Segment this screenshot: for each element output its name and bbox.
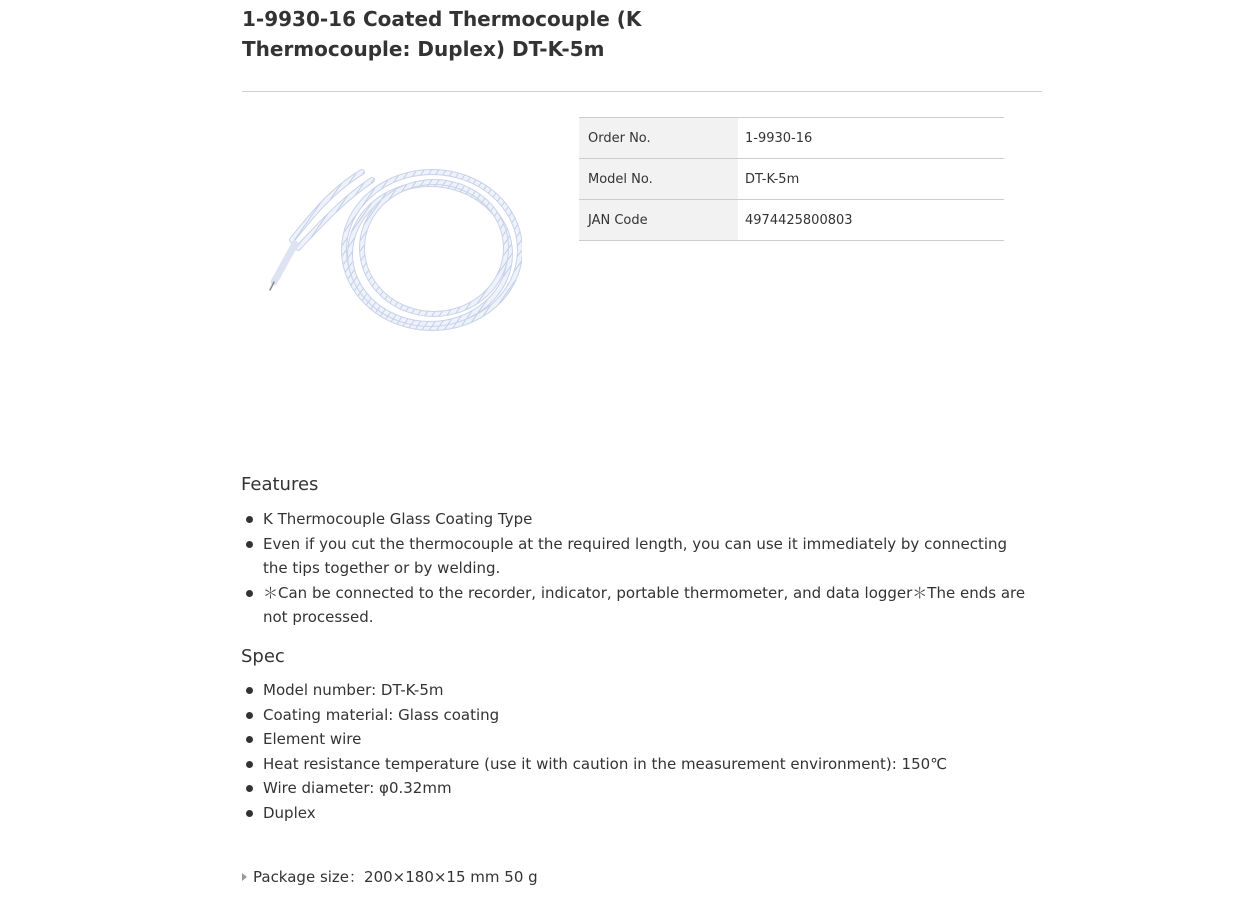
list-item	[242, 727, 1032, 752]
list-item-text: K Thermocouple Glass Coating Type	[263, 510, 533, 528]
bullet-icon	[246, 761, 253, 768]
spec-value: 1-9930-16	[738, 118, 1004, 159]
spec-label: JAN Code	[579, 200, 738, 241]
list-item	[242, 532, 1032, 581]
spec-heading: Spec	[241, 646, 285, 667]
bullet-icon	[246, 590, 253, 597]
list-item	[242, 507, 1032, 532]
list-item-text: Element wire	[263, 730, 362, 748]
list-item-text: Even if you cut the thermocouple at the required length, you can use it immediately by connecting the tips together or by welding.	[263, 534, 1008, 577]
list-item-text: Wire diameter: φ0.32mm	[263, 779, 452, 797]
spec-value: 4974425800803	[738, 200, 1004, 241]
list-item-text: Heat resistance temperature (use it with caution in the measurement environment): 150℃	[263, 754, 948, 773]
spec-row-model-no	[579, 159, 1004, 200]
spec-row-order-no	[579, 118, 1004, 159]
list-item-text: Coating material: Glass coating	[263, 705, 500, 724]
spec-value: DT-K-5m	[738, 159, 1004, 200]
bullet-icon	[246, 541, 253, 548]
bullet-icon	[246, 785, 253, 792]
title-divider	[242, 91, 1042, 92]
spec-row-jan-code	[579, 200, 1004, 241]
list-item	[242, 703, 1032, 728]
product-image	[262, 150, 522, 340]
list-item	[242, 678, 1032, 703]
features-list	[242, 507, 1032, 630]
bullet-icon	[246, 810, 253, 817]
package-size-text: Package size：200×180×15 mm 50 g	[253, 868, 538, 886]
product-title	[242, 4, 762, 64]
product-spec-table	[579, 117, 1004, 241]
list-item	[242, 752, 1032, 777]
product-title-line-1: 1-9930-16 Coated Thermocouple (K	[242, 7, 642, 31]
bullet-icon	[246, 712, 253, 719]
bullet-icon	[246, 736, 253, 743]
product-title-line-2: Thermocouple: Duplex) DT-K-5m	[242, 37, 605, 61]
triangle-right-icon	[242, 873, 247, 881]
list-item-text: Duplex	[263, 803, 316, 822]
features-heading: Features	[241, 474, 319, 495]
list-item	[242, 776, 1032, 801]
list-item	[242, 801, 1032, 826]
bullet-icon	[246, 687, 253, 694]
spec-list	[242, 678, 1032, 825]
list-item-text: ＊Can be connected to the recorder, indicator, portable thermometer, and data logger＊The ends are not processed.	[263, 583, 1026, 626]
package-size	[242, 865, 538, 889]
bullet-icon	[246, 516, 253, 523]
spec-label: Order No.	[579, 118, 738, 159]
list-item	[242, 581, 1032, 630]
list-item-text: Model number: DT-K-5m	[263, 681, 444, 699]
spec-label: Model No.	[579, 159, 738, 200]
